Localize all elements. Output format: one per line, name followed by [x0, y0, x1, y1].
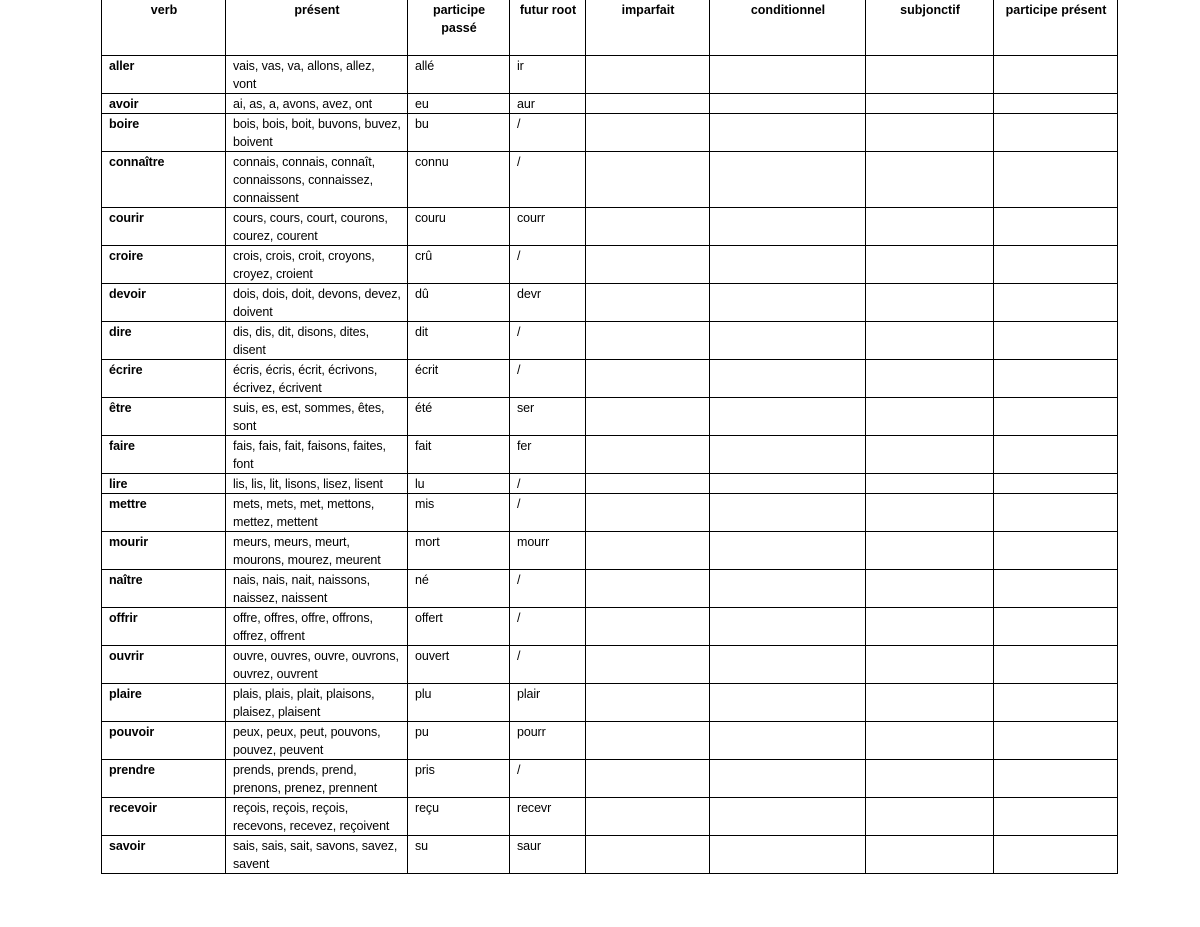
table-row	[102, 684, 1118, 722]
verb-cell: mettre	[102, 494, 226, 532]
verb-cell: savoir	[102, 836, 226, 874]
header-imparfait: imparfait	[586, 0, 710, 56]
subjonctif-cell	[866, 570, 994, 608]
futur-root-cell: plair	[510, 684, 586, 722]
verb-cell: aller	[102, 56, 226, 94]
imparfait-cell	[586, 322, 710, 360]
conditionnel-cell	[710, 398, 866, 436]
imparfait-cell	[586, 722, 710, 760]
participe-present-cell	[994, 436, 1118, 474]
table-row	[102, 760, 1118, 798]
subjonctif-cell	[866, 474, 994, 494]
table-row	[102, 798, 1118, 836]
header-row	[102, 0, 1118, 56]
present-cell: dis, dis, dit, disons, dites, disent	[226, 322, 408, 360]
participe-passe-cell: mort	[408, 532, 510, 570]
imparfait-cell	[586, 94, 710, 114]
verb-cell: mourir	[102, 532, 226, 570]
table-row	[102, 608, 1118, 646]
table-body	[102, 56, 1118, 874]
imparfait-cell	[586, 646, 710, 684]
present-cell: écris, écris, écrit, écrivons, écrivez, écrivent	[226, 360, 408, 398]
participe-present-cell	[994, 646, 1118, 684]
participe-present-cell	[994, 836, 1118, 874]
participe-passe-cell: dû	[408, 284, 510, 322]
conditionnel-cell	[710, 284, 866, 322]
present-cell: dois, dois, doit, devons, devez, doivent	[226, 284, 408, 322]
conditionnel-cell	[710, 570, 866, 608]
subjonctif-cell	[866, 398, 994, 436]
imparfait-cell	[586, 474, 710, 494]
table-row	[102, 494, 1118, 532]
header-present: présent	[226, 0, 408, 56]
participe-passe-cell: ouvert	[408, 646, 510, 684]
subjonctif-cell	[866, 436, 994, 474]
participe-present-cell	[994, 56, 1118, 94]
futur-root-cell: saur	[510, 836, 586, 874]
imparfait-cell	[586, 532, 710, 570]
verb-cell: recevoir	[102, 798, 226, 836]
futur-root-cell: /	[510, 246, 586, 284]
table-row	[102, 114, 1118, 152]
subjonctif-cell	[866, 152, 994, 208]
present-cell: fais, fais, fait, faisons, faites, font	[226, 436, 408, 474]
participe-passe-cell: lu	[408, 474, 510, 494]
futur-root-cell: courr	[510, 208, 586, 246]
verb-cell: ouvrir	[102, 646, 226, 684]
participe-passe-cell: couru	[408, 208, 510, 246]
conditionnel-cell	[710, 608, 866, 646]
participe-passe-cell: écrit	[408, 360, 510, 398]
subjonctif-cell	[866, 94, 994, 114]
present-cell: vais, vas, va, allons, allez, vont	[226, 56, 408, 94]
participe-passe-cell: connu	[408, 152, 510, 208]
conditionnel-cell	[710, 836, 866, 874]
verb-cell: écrire	[102, 360, 226, 398]
table-row	[102, 152, 1118, 208]
imparfait-cell	[586, 114, 710, 152]
participe-present-cell	[994, 532, 1118, 570]
participe-present-cell	[994, 208, 1118, 246]
futur-root-cell: mourr	[510, 532, 586, 570]
imparfait-cell	[586, 494, 710, 532]
conditionnel-cell	[710, 646, 866, 684]
participe-passe-cell: pu	[408, 722, 510, 760]
conditionnel-cell	[710, 760, 866, 798]
verb-cell: offrir	[102, 608, 226, 646]
participe-present-cell	[994, 474, 1118, 494]
subjonctif-cell	[866, 56, 994, 94]
verb-cell: faire	[102, 436, 226, 474]
conditionnel-cell	[710, 152, 866, 208]
subjonctif-cell	[866, 836, 994, 874]
participe-present-cell	[994, 114, 1118, 152]
participe-passe-cell: né	[408, 570, 510, 608]
imparfait-cell	[586, 56, 710, 94]
conditionnel-cell	[710, 208, 866, 246]
subjonctif-cell	[866, 208, 994, 246]
futur-root-cell: /	[510, 152, 586, 208]
imparfait-cell	[586, 608, 710, 646]
conditionnel-cell	[710, 494, 866, 532]
participe-present-cell	[994, 684, 1118, 722]
header-futur-root: futur root	[510, 0, 586, 56]
verb-cell: dire	[102, 322, 226, 360]
participe-passe-cell: su	[408, 836, 510, 874]
subjonctif-cell	[866, 798, 994, 836]
conditionnel-cell	[710, 532, 866, 570]
table-row	[102, 360, 1118, 398]
header-participe-passe: participe passé	[408, 0, 510, 56]
imparfait-cell	[586, 360, 710, 398]
present-cell: sais, sais, sait, savons, savez, savent	[226, 836, 408, 874]
futur-root-cell: ser	[510, 398, 586, 436]
conditionnel-cell	[710, 56, 866, 94]
subjonctif-cell	[866, 494, 994, 532]
futur-root-cell: pourr	[510, 722, 586, 760]
participe-passe-cell: plu	[408, 684, 510, 722]
present-cell: peux, peux, peut, pouvons, pouvez, peuvent	[226, 722, 408, 760]
participe-present-cell	[994, 722, 1118, 760]
header-participe-present: participe présent	[994, 0, 1118, 56]
present-cell: offre, offres, offre, offrons, offrez, offrent	[226, 608, 408, 646]
verb-cell: pouvoir	[102, 722, 226, 760]
present-cell: plais, plais, plait, plaisons, plaisez, plaisent	[226, 684, 408, 722]
participe-passe-cell: bu	[408, 114, 510, 152]
futur-root-cell: /	[510, 760, 586, 798]
present-cell: lis, lis, lit, lisons, lisez, lisent	[226, 474, 408, 494]
conditionnel-cell	[710, 684, 866, 722]
futur-root-cell: ir	[510, 56, 586, 94]
verb-cell: devoir	[102, 284, 226, 322]
subjonctif-cell	[866, 760, 994, 798]
imparfait-cell	[586, 152, 710, 208]
present-cell: crois, crois, croit, croyons, croyez, croient	[226, 246, 408, 284]
conditionnel-cell	[710, 246, 866, 284]
participe-present-cell	[994, 570, 1118, 608]
participe-present-cell	[994, 152, 1118, 208]
participe-passe-cell: été	[408, 398, 510, 436]
subjonctif-cell	[866, 722, 994, 760]
conditionnel-cell	[710, 474, 866, 494]
participe-present-cell	[994, 608, 1118, 646]
futur-root-cell: /	[510, 322, 586, 360]
participe-passe-cell: dit	[408, 322, 510, 360]
subjonctif-cell	[866, 322, 994, 360]
participe-present-cell	[994, 760, 1118, 798]
imparfait-cell	[586, 760, 710, 798]
verb-cell: connaître	[102, 152, 226, 208]
present-cell: nais, nais, nait, naissons, naissez, naissent	[226, 570, 408, 608]
futur-root-cell: /	[510, 646, 586, 684]
present-cell: reçois, reçois, reçois, recevons, recevez, reçoivent	[226, 798, 408, 836]
header-subjonctif: subjonctif	[866, 0, 994, 56]
verb-conjugation-sheet	[101, 0, 1117, 874]
imparfait-cell	[586, 398, 710, 436]
imparfait-cell	[586, 436, 710, 474]
subjonctif-cell	[866, 246, 994, 284]
participe-present-cell	[994, 398, 1118, 436]
present-cell: meurs, meurs, meurt, mourons, mourez, meurent	[226, 532, 408, 570]
futur-root-cell: /	[510, 494, 586, 532]
table-row	[102, 836, 1118, 874]
imparfait-cell	[586, 836, 710, 874]
table-row	[102, 246, 1118, 284]
participe-present-cell	[994, 360, 1118, 398]
subjonctif-cell	[866, 114, 994, 152]
subjonctif-cell	[866, 360, 994, 398]
participe-present-cell	[994, 246, 1118, 284]
futur-root-cell: fer	[510, 436, 586, 474]
subjonctif-cell	[866, 608, 994, 646]
futur-root-cell: recevr	[510, 798, 586, 836]
verb-cell: naître	[102, 570, 226, 608]
table-row	[102, 56, 1118, 94]
futur-root-cell: devr	[510, 284, 586, 322]
participe-passe-cell: fait	[408, 436, 510, 474]
subjonctif-cell	[866, 646, 994, 684]
imparfait-cell	[586, 284, 710, 322]
conditionnel-cell	[710, 94, 866, 114]
participe-present-cell	[994, 494, 1118, 532]
participe-present-cell	[994, 322, 1118, 360]
table-row	[102, 398, 1118, 436]
present-cell: bois, bois, boit, buvons, buvez, boivent	[226, 114, 408, 152]
table-row	[102, 570, 1118, 608]
table-row	[102, 532, 1118, 570]
present-cell: suis, es, est, sommes, êtes, sont	[226, 398, 408, 436]
participe-passe-cell: offert	[408, 608, 510, 646]
participe-passe-cell: reçu	[408, 798, 510, 836]
present-cell: connais, connais, connaît, connaissons, connaissez, connaissent	[226, 152, 408, 208]
conditionnel-cell	[710, 114, 866, 152]
futur-root-cell: /	[510, 360, 586, 398]
verb-cell: plaire	[102, 684, 226, 722]
verb-cell: être	[102, 398, 226, 436]
subjonctif-cell	[866, 532, 994, 570]
present-cell: prends, prends, prend, prenons, prenez, prennent	[226, 760, 408, 798]
conditionnel-cell	[710, 360, 866, 398]
present-cell: cours, cours, court, courons, courez, courent	[226, 208, 408, 246]
participe-passe-cell: pris	[408, 760, 510, 798]
table-row	[102, 722, 1118, 760]
table-row	[102, 94, 1118, 114]
participe-present-cell	[994, 94, 1118, 114]
imparfait-cell	[586, 208, 710, 246]
present-cell: mets, mets, met, mettons, mettez, mettent	[226, 494, 408, 532]
header-conditionnel: conditionnel	[710, 0, 866, 56]
imparfait-cell	[586, 798, 710, 836]
verb-cell: avoir	[102, 94, 226, 114]
verb-cell: prendre	[102, 760, 226, 798]
participe-present-cell	[994, 284, 1118, 322]
participe-passe-cell: allé	[408, 56, 510, 94]
subjonctif-cell	[866, 684, 994, 722]
conditionnel-cell	[710, 436, 866, 474]
verb-cell: courir	[102, 208, 226, 246]
table-row	[102, 284, 1118, 322]
header-verb: verb	[102, 0, 226, 56]
present-cell: ouvre, ouvres, ouvre, ouvrons, ouvrez, ouvrent	[226, 646, 408, 684]
conditionnel-cell	[710, 722, 866, 760]
participe-passe-cell: crû	[408, 246, 510, 284]
conditionnel-cell	[710, 322, 866, 360]
conjugation-table	[101, 0, 1118, 874]
futur-root-cell: /	[510, 474, 586, 494]
table-row	[102, 436, 1118, 474]
participe-passe-cell: mis	[408, 494, 510, 532]
verb-cell: boire	[102, 114, 226, 152]
imparfait-cell	[586, 570, 710, 608]
conditionnel-cell	[710, 798, 866, 836]
imparfait-cell	[586, 246, 710, 284]
verb-cell: croire	[102, 246, 226, 284]
table-row	[102, 322, 1118, 360]
present-cell: ai, as, a, avons, avez, ont	[226, 94, 408, 114]
imparfait-cell	[586, 684, 710, 722]
table-row	[102, 474, 1118, 494]
verb-cell: lire	[102, 474, 226, 494]
futur-root-cell: /	[510, 570, 586, 608]
participe-present-cell	[994, 798, 1118, 836]
futur-root-cell: /	[510, 608, 586, 646]
table-row	[102, 208, 1118, 246]
subjonctif-cell	[866, 284, 994, 322]
futur-root-cell: aur	[510, 94, 586, 114]
participe-passe-cell: eu	[408, 94, 510, 114]
table-row	[102, 646, 1118, 684]
futur-root-cell: /	[510, 114, 586, 152]
